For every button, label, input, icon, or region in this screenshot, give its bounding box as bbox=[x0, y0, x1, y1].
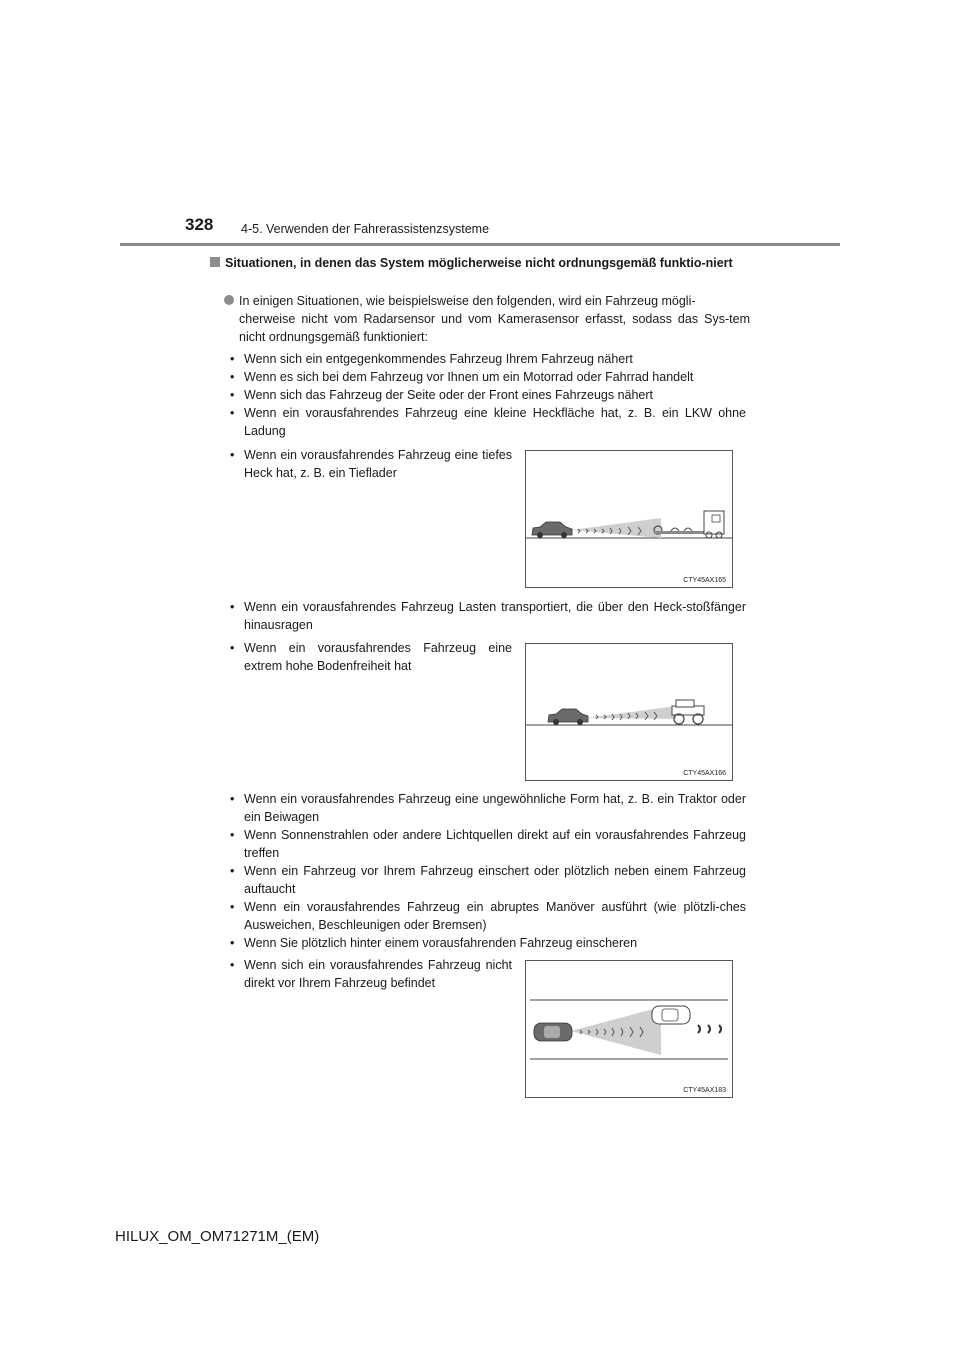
list-item: • Wenn ein vorausfahrendes Fahrzeug eine extrem hohe Bodenfreiheit hat bbox=[230, 639, 512, 675]
page-number: 328 bbox=[185, 215, 214, 234]
list-item: • Wenn sich das Fahrzeug der Seite oder der Front eines Fahrzeugs nähert bbox=[230, 386, 746, 404]
own-car-icon bbox=[532, 522, 572, 538]
square-bullet-icon bbox=[210, 257, 220, 267]
own-car-top-icon bbox=[534, 1023, 572, 1041]
lowbed-truck-icon bbox=[654, 511, 724, 538]
intro-first-line: In einigen Situationen, wie beispielsweise den folgenden, wird ein Fahrzeug mögli- bbox=[239, 294, 696, 308]
subsection-heading bbox=[210, 254, 750, 272]
footer-doc-id: HILUX_OM_OM71271M_(EM) bbox=[115, 1228, 320, 1245]
figure-3-caption bbox=[230, 956, 512, 992]
radar-beam bbox=[586, 706, 676, 719]
list-item: • Wenn sich ein vorausfahrendes Fahrzeug nicht direkt vor Ihrem Fahrzeug befindet bbox=[230, 956, 512, 992]
figure-code: CTY45AX166 bbox=[683, 770, 726, 777]
figure-3 bbox=[525, 960, 733, 1098]
list-item: • Wenn ein vorausfahrendes Fahrzeug eine ungewöhnliche Form hat, z. B. ein Traktor oder ein Beiwagen bbox=[230, 790, 746, 826]
list-item: • Wenn es sich bei dem Fahrzeug vor Ihnen um ein Motorrad oder Fahrrad handelt bbox=[230, 368, 746, 386]
circle-bullet-icon bbox=[224, 295, 234, 305]
figure-2-caption bbox=[230, 639, 512, 675]
figure-1-caption bbox=[230, 446, 512, 482]
intro-paragraph bbox=[224, 292, 750, 346]
list-item: • Wenn Sie plötzlich hinter einem vorausfahrenden Fahrzeug einscheren bbox=[230, 934, 746, 952]
list-item: • Wenn ein vorausfahrendes Fahrzeug eine kleine Heckfläche hat, z. B. ein LKW ohne Ladung bbox=[230, 404, 746, 440]
figure-3-illustration bbox=[526, 961, 732, 1097]
intro-rest: cherweise nicht vom Radarsensor und vom Kamerasensor erfasst, sodass das Sys-tem nicht ordnungsgemäß funktioniert: bbox=[239, 312, 750, 344]
radar-beam bbox=[571, 1007, 661, 1055]
offset-vehicle-top-icon bbox=[652, 1006, 690, 1024]
figure-code: CTY45AX165 bbox=[683, 577, 726, 584]
section-title: 4-5. Verwenden der Fahrerassistenzsysteme bbox=[241, 222, 490, 236]
figure-1-illustration bbox=[526, 451, 732, 587]
list-item: • Wenn ein vorausfahrendes Fahrzeug eine tiefes Heck hat, z. B. ein Tieflader bbox=[230, 446, 512, 482]
beyond-arrows bbox=[698, 1025, 721, 1033]
heading-text: Situationen, in denen das System möglicherweise nicht ordnungsgemäß funktio-niert bbox=[225, 256, 733, 270]
own-car-icon bbox=[548, 709, 588, 725]
list-item: • Wenn ein Fahrzeug vor Ihrem Fahrzeug einschert oder plötzlich neben einem Fahrzeug auftaucht bbox=[230, 862, 746, 898]
header-rule bbox=[120, 243, 840, 246]
bullet-list-2 bbox=[230, 598, 746, 634]
figure-code: CTY45AX183 bbox=[683, 1087, 726, 1094]
figure-2-illustration bbox=[526, 644, 732, 780]
bullet-list-3 bbox=[230, 790, 746, 952]
list-item: • Wenn sich ein entgegenkommendes Fahrzeug Ihrem Fahrzeug nähert bbox=[230, 350, 746, 368]
radar-beam bbox=[571, 518, 661, 538]
bullet-list-1 bbox=[230, 350, 746, 440]
high-clearance-vehicle-icon bbox=[672, 700, 704, 724]
list-item: • Wenn ein vorausfahrendes Fahrzeug Lasten transportiert, die über den Heck-stoßfänger hinausragen bbox=[230, 598, 746, 634]
list-item: • Wenn Sonnenstrahlen oder andere Lichtquellen direkt auf ein vorausfahrendes Fahrzeug treffen bbox=[230, 826, 746, 862]
figure-1 bbox=[525, 450, 733, 588]
list-item: • Wenn ein vorausfahrendes Fahrzeug ein abruptes Manöver ausführt (wie plötzli-ches Ausweichen, Beschleunigen oder Bremsen) bbox=[230, 898, 746, 934]
figure-2 bbox=[525, 643, 733, 781]
